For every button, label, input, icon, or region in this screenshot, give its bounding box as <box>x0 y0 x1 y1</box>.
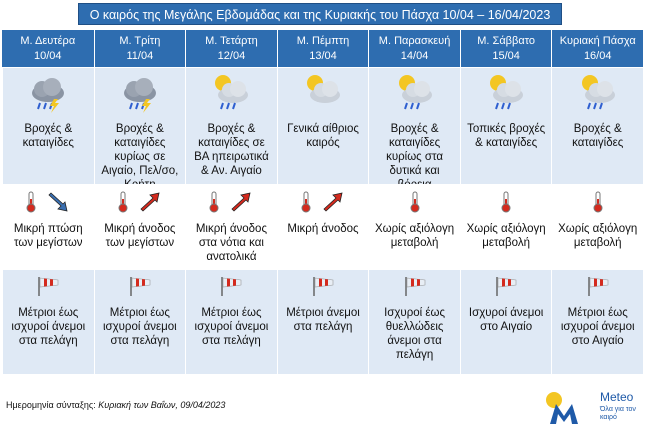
day-date: 10/04 <box>34 50 62 62</box>
forecast-grid <box>2 30 643 374</box>
sun-cloud-rain-icon <box>482 69 530 119</box>
wind-cell <box>2 270 94 374</box>
day-date: 15/04 <box>492 50 520 62</box>
temperature-description: Χωρίς αξιόλογη μεταβολή <box>558 223 638 249</box>
sky-cell <box>460 68 552 184</box>
day-header <box>2 30 94 68</box>
windsock-icon <box>403 275 427 301</box>
compilation-date <box>6 400 225 410</box>
sky-cell <box>551 68 643 184</box>
temperature-description: Χωρίς αξιόλογη μεταβολή <box>374 223 455 249</box>
meteo-logo <box>542 388 642 426</box>
windsock-icon <box>311 275 335 301</box>
thermometer-icon <box>26 191 36 217</box>
sun-cloud-rain-icon <box>391 69 439 119</box>
temperature-description: Μικρή άνοδος <box>287 223 359 235</box>
wind-cell <box>94 270 186 374</box>
logo-name: Meteo <box>600 390 634 404</box>
day-date: 16/04 <box>583 50 612 62</box>
wind-cell <box>277 270 369 374</box>
wind-cell <box>185 270 277 374</box>
sky-cell <box>277 68 369 184</box>
day-name: Μ. Τετάρτη <box>205 35 258 47</box>
day-name: Μ. Σάββατο <box>477 35 536 47</box>
temperature-cell <box>2 184 94 270</box>
up-arrow-icon <box>138 191 162 217</box>
day-name: Μ. Τρίτη <box>119 35 161 47</box>
thermometer-icon <box>410 191 420 217</box>
day-header <box>185 30 277 68</box>
day-header <box>277 30 369 68</box>
sky-description: Βροχές & καταιγίδες κυρίως στα δυτικά και <box>386 123 444 177</box>
page-title: Ο καιρός της Μεγάλης Εβδομάδας και της Κυριακής του Πάσχα 10/04 – 16/04/2023 <box>78 3 562 25</box>
day-date: 13/04 <box>309 50 337 62</box>
wind-description: Ισχυροί άνεμοι στο Αιγαίο <box>468 307 544 333</box>
wind-description: Μέτριοι έως ισχυροί άνεμοι στα πελάγη <box>11 307 86 347</box>
day-name: Μ. Πέμπτη <box>296 35 350 47</box>
wind-description: Μέτριοι έως ισχυροί άνεμοι στο Αιγαίο <box>560 307 635 347</box>
sun-cloud-rain-icon <box>207 69 255 119</box>
temperature-description: Μικρή άνοδος των μεγίστων <box>104 223 176 249</box>
day-name: Μ. Παρασκευή <box>378 35 451 47</box>
meteo-logo-icon <box>542 388 598 426</box>
day-name: Μ. Δευτέρα <box>20 35 76 47</box>
thermometer-icon <box>209 191 219 217</box>
day-header <box>551 30 643 68</box>
day-header <box>460 30 552 68</box>
day-name: Κυριακή Πάσχα <box>559 35 636 47</box>
rain-thunder-icon <box>116 69 164 119</box>
day-date: 11/04 <box>126 50 154 62</box>
logo-tagline: Όλα για τον καιρό <box>600 406 636 421</box>
rain-thunder-icon <box>24 69 72 119</box>
compilation-date-label: Ημερομηνία σύνταξης: <box>6 400 96 410</box>
windsock-icon <box>36 275 60 301</box>
temperature-cell <box>551 184 643 270</box>
temperature-cell <box>460 184 552 270</box>
temperature-description: Χωρίς αξιόλογη μεταβολή <box>466 223 546 249</box>
day-date: 12/04 <box>217 50 246 62</box>
thermometer-icon <box>501 191 511 217</box>
wind-description: Μέτριοι άνεμοι στα πελάγη <box>286 307 360 333</box>
sky-description: Βροχές & καταιγίδες <box>572 123 624 149</box>
temperature-cell <box>94 184 186 270</box>
windsock-icon <box>219 275 243 301</box>
temperature-cell <box>368 184 460 270</box>
day-header <box>368 30 460 68</box>
sky-description: Βροχές & καταιγίδες σε ΒΑ ηπειρωτικά & Αν. Αιγαίο <box>194 123 269 177</box>
wind-cell <box>368 270 460 374</box>
sun-cloud-icon <box>299 69 347 119</box>
day-date: 14/04 <box>400 50 429 62</box>
temperature-cell <box>185 184 277 270</box>
sky-description: Βροχές & καταιγίδες κυρίως σε Αιγαίο, Πελ/σο, <box>101 123 179 177</box>
temperature-description: Μικρή άνοδος στα νότια και ανατολικά <box>195 223 267 263</box>
temperature-description: Μικρή πτώση των μεγίστων <box>13 223 83 249</box>
sky-cell <box>185 68 277 184</box>
wind-cell <box>551 270 643 374</box>
sky-cell <box>368 68 460 184</box>
compilation-date-value: Κυριακή των Βαΐων, 09/04/2023 <box>98 400 226 410</box>
thermometer-icon <box>593 191 603 217</box>
day-header <box>94 30 186 68</box>
sky-cell <box>94 68 186 184</box>
temperature-cell <box>277 184 369 270</box>
sky-cell <box>2 68 94 184</box>
wind-description: Μέτριοι έως ισχυροί άνεμοι στα πελάγη <box>194 307 269 347</box>
windsock-icon <box>128 275 152 301</box>
wind-description: Ισχυροί έως θυελλώδεις άνεμοι στα πελάγη <box>384 307 446 361</box>
windsock-icon <box>586 275 610 301</box>
thermometer-icon <box>118 191 128 217</box>
wind-description: Μέτριοι έως ισχυροί άνεμοι στα πελάγη <box>102 307 177 347</box>
sky-description: Τοπικές βροχές & καταιγίδες <box>467 123 546 149</box>
thermometer-icon <box>301 191 311 217</box>
up-arrow-icon <box>229 191 253 217</box>
windsock-icon <box>494 275 518 301</box>
sky-description: Βροχές & καταιγίδες <box>22 123 74 149</box>
sky-description: Γενικά αίθριος καιρός <box>287 123 359 149</box>
wind-cell <box>460 270 552 374</box>
up-arrow-icon <box>321 191 345 217</box>
sun-cloud-rain-icon <box>574 69 622 119</box>
down-arrow-icon <box>46 191 70 217</box>
